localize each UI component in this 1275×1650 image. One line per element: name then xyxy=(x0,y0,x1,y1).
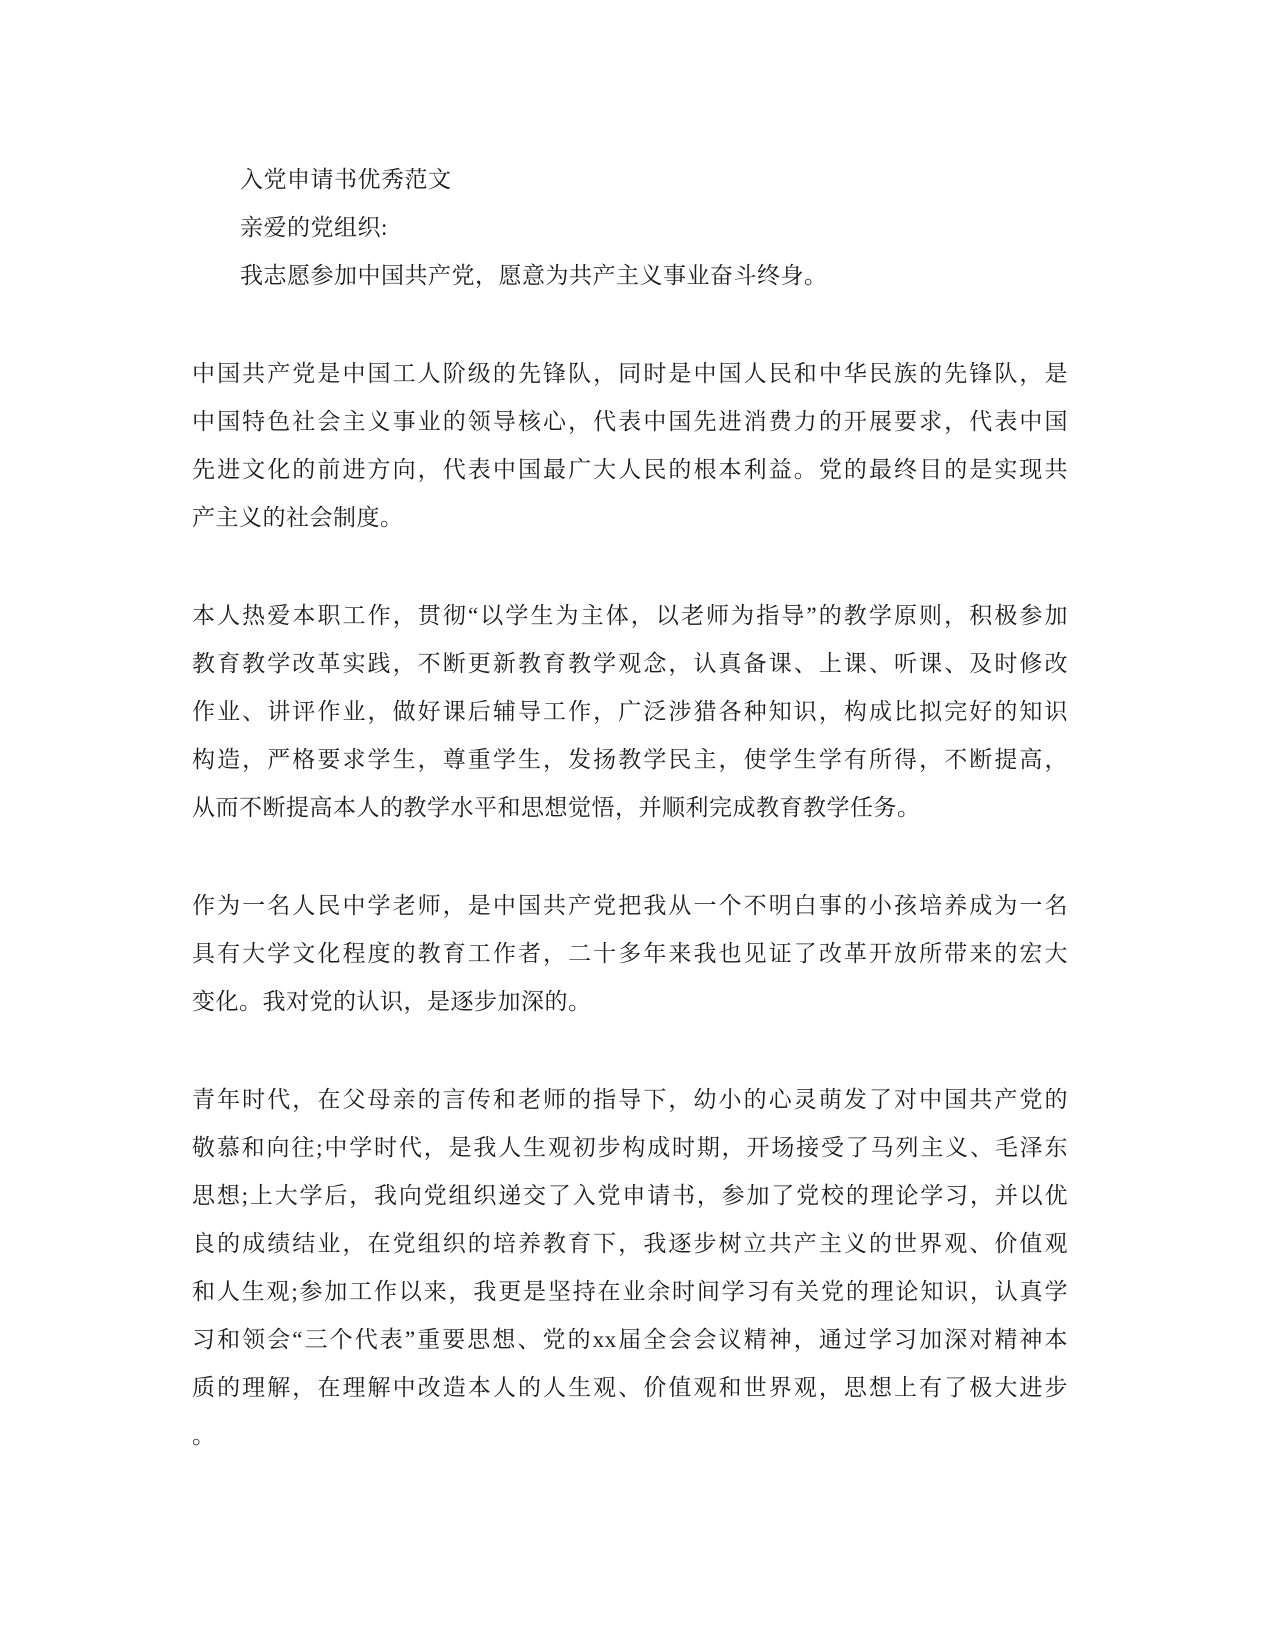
text-line: 构造，严格要求学生，尊重学生，发扬教学民主，使学生学有所得，不断提高， xyxy=(192,747,1068,772)
document-body xyxy=(192,156,1068,1460)
text-line: 中国特色社会主义事业的领导核心，代表中国先进消费力的开展要求，代表中国 xyxy=(192,409,1068,434)
text-line: 亲爱的党组织: xyxy=(240,215,388,240)
paragraph-4 xyxy=(192,1076,1068,1460)
text-line: 产主义的社会制度。 xyxy=(192,505,404,530)
paragraph-2 xyxy=(192,592,1068,832)
text-line: 入党申请书优秀范文 xyxy=(240,167,452,192)
text-line: 我志愿参加中国共产党，愿意为共产主义事业奋斗终身。 xyxy=(240,263,828,288)
text-line: 良的成绩结业，在党组织的培养教育下，我逐步树立共产主义的世界观、价值观 xyxy=(192,1231,1068,1256)
text-line: 青年时代，在父母亲的言传和老师的指导下，幼小的心灵萌发了对中国共产党的 xyxy=(192,1087,1068,1112)
text-line: 和人生观;参加工作以来，我更是坚持在业余时间学习有关党的理论知识，认真学 xyxy=(192,1279,1068,1304)
paragraph-1 xyxy=(192,350,1068,542)
text-line: 具有大学文化程度的教育工作者，二十多年来我也见证了改革开放所带来的宏大 xyxy=(192,941,1068,966)
text-line: 变化。我对党的认识，是逐步加深的。 xyxy=(192,989,592,1014)
heading-block xyxy=(192,156,1068,300)
text-line: 先进文化的前进方向，代表中国最广大人民的根本利益。党的最终目的是实现共 xyxy=(192,457,1068,482)
text-line: 敬慕和向往;中学时代，是我人生观初步构成时期，开场接受了马列主义、毛泽东 xyxy=(192,1135,1068,1160)
text-line: 作业、讲评作业，做好课后辅导工作，广泛涉猎各种知识，构成比拟完好的知识 xyxy=(192,699,1068,724)
text-line: 本人热爱本职工作，贯彻“以学生为主体，以老师为指导”的教学原则，积极参加 xyxy=(192,603,1068,628)
text-line: 从而不断提高本人的教学水平和思想觉悟，并顺利完成教育教学任务。 xyxy=(192,795,921,820)
paragraph-3 xyxy=(192,882,1068,1026)
text-line: 作为一名人民中学老师，是中国共产党把我从一个不明白事的小孩培养成为一名 xyxy=(192,893,1068,918)
text-line: 思想;上大学后，我向党组织递交了入党申请书，参加了党校的理论学习，并以优 xyxy=(192,1183,1068,1208)
text-line: 习和领会“三个代表”重要思想、党的xx届全会会议精神，通过学习加深对精神本 xyxy=(192,1327,1068,1352)
text-line: 中国共产党是中国工人阶级的先锋队，同时是中国人民和中华民族的先锋队，是 xyxy=(192,361,1068,386)
text-line: 质的理解，在理解中改造本人的人生观、价值观和世界观，思想上有了极大进步 xyxy=(192,1375,1068,1400)
text-line: 。 xyxy=(192,1423,216,1448)
text-line: 教育教学改革实践，不断更新教育教学观念，认真备课、上课、听课、及时修改 xyxy=(192,651,1068,676)
